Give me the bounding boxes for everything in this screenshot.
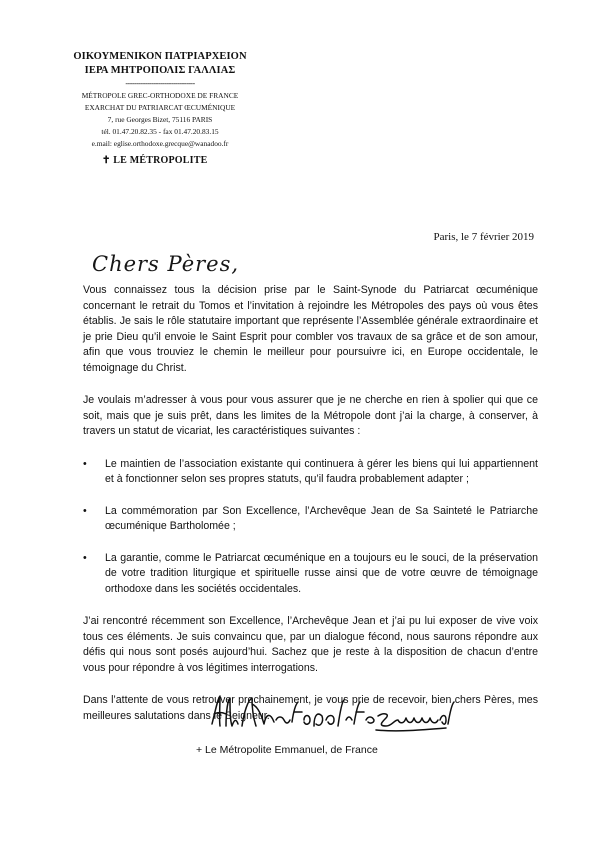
signatory-name: + Le Métropolite Emmanuel, de France xyxy=(196,744,378,756)
letterhead-exarchate: EXARCHAT DU PATRIARCAT ŒCUMÉNIQUE xyxy=(84,103,236,112)
paragraph-decision: Vous connaissez tous la décision prise par le Saint-Synode du Patriarcat œcuménique concernant le retrait du Tomos et l’invitation à rejoindre les Métropoles des pays où vous êtes établis. Je sais le rôle statutaire important que représente l’Assemblée générale extraordinaire et je prie Dieu qu’il envoie le Saint Esprit pour combler vos travaux de sa grâce et de son amour, afin que vous trouviez le chemin le meilleur pour poursuivre ici, en Europe occidentale, le témoignage du Christ. xyxy=(83,284,538,374)
handwritten-signature xyxy=(208,690,458,738)
bullet-icon: • xyxy=(83,551,87,564)
characteristics-list xyxy=(83,457,538,598)
signature-area xyxy=(208,690,458,738)
letterhead-metropole-name: MÉTROPOLE GREC-ORTHODOXE DE FRANCE xyxy=(81,91,239,100)
letterhead-email: e.mail: eglise.orthodoxe.grecque@wanadoo.fr xyxy=(91,139,229,148)
metropolite-title: ✝ LE MÉTROPOLITE xyxy=(102,155,208,166)
list-item xyxy=(83,551,538,598)
letterhead-separator: -------------------------------- xyxy=(125,79,195,88)
handwritten-greeting: Chers Pères, xyxy=(92,252,240,276)
paragraph-assurance: Je voulais m’adresser à vous pour vous assurer que je ne cherche en rien à spolier qui que ce soit, mais que je suis prêt, dans les limites de la Métropole dont j’ai la charge, à conserver, à travers un statut de vicariat, les caractéristiques suivantes : xyxy=(83,394,538,437)
letterhead-patriarchate: ΟΙΚΟΥΜΕΝΙΚΟΝ ΠΑΤΡΙΑΡΧΕΙΟΝ xyxy=(73,51,247,62)
letterhead-address: 7, rue Georges Bizet, 75116 PARIS xyxy=(107,115,213,124)
paragraph-closing: Dans l’attente de vous retrouver prochainement, je vous prie de recevoir, bien chers Pères, mes meilleures salutations dans le Seigneur. xyxy=(83,694,538,722)
letterhead xyxy=(60,50,260,150)
bullet-icon: • xyxy=(83,457,87,470)
list-item-text: Le maintien de l’association existante qui continuera à gérer les biens qui lui appartiennent et à fonctionner selon ses propres statuts, qu’il faudra probablement adapter ; xyxy=(105,457,538,485)
paragraph-meeting: J’ai rencontré récemment son Excellence, l’Archevêque Jean et j’ai pu lui exposer de vive voix tous ces éléments. Je suis convaincu que, par un dialogue fécond, nous saurons répondre aux défis qui nous sont posés aujourd’hui. Sachez que je reste à la disposition de chacun d’entre vous pour répondre à vos légitimes interrogations. xyxy=(83,615,538,674)
list-item-text: La garantie, comme le Patriarcat œcuménique en a toujours eu le souci, de la préservation de votre tradition liturgique et spirituelle russe ainsi que de votre œuvre de témoignage orthodoxe dans les sociétés occidentales. xyxy=(105,551,538,595)
list-item xyxy=(83,457,538,488)
letterhead-metropolis: ΙΕΡΑ ΜΗΤΡΟΠΟΛΙΣ ΓΑΛΛΙΑΣ xyxy=(84,65,236,76)
letterhead-phone-fax: tél. 01.47.20.82.35 - fax 01.47.20.83.15 xyxy=(101,127,219,136)
bullet-icon: • xyxy=(83,504,87,517)
list-item xyxy=(83,504,538,535)
letter-date: Paris, le 7 février 2019 xyxy=(433,231,534,243)
list-item-text: La commémoration par Son Excellence, l’Archevêque Jean de Sa Sainteté le Patriarche œcuménique Bartholomée ; xyxy=(105,504,538,532)
letter-body xyxy=(83,283,538,741)
